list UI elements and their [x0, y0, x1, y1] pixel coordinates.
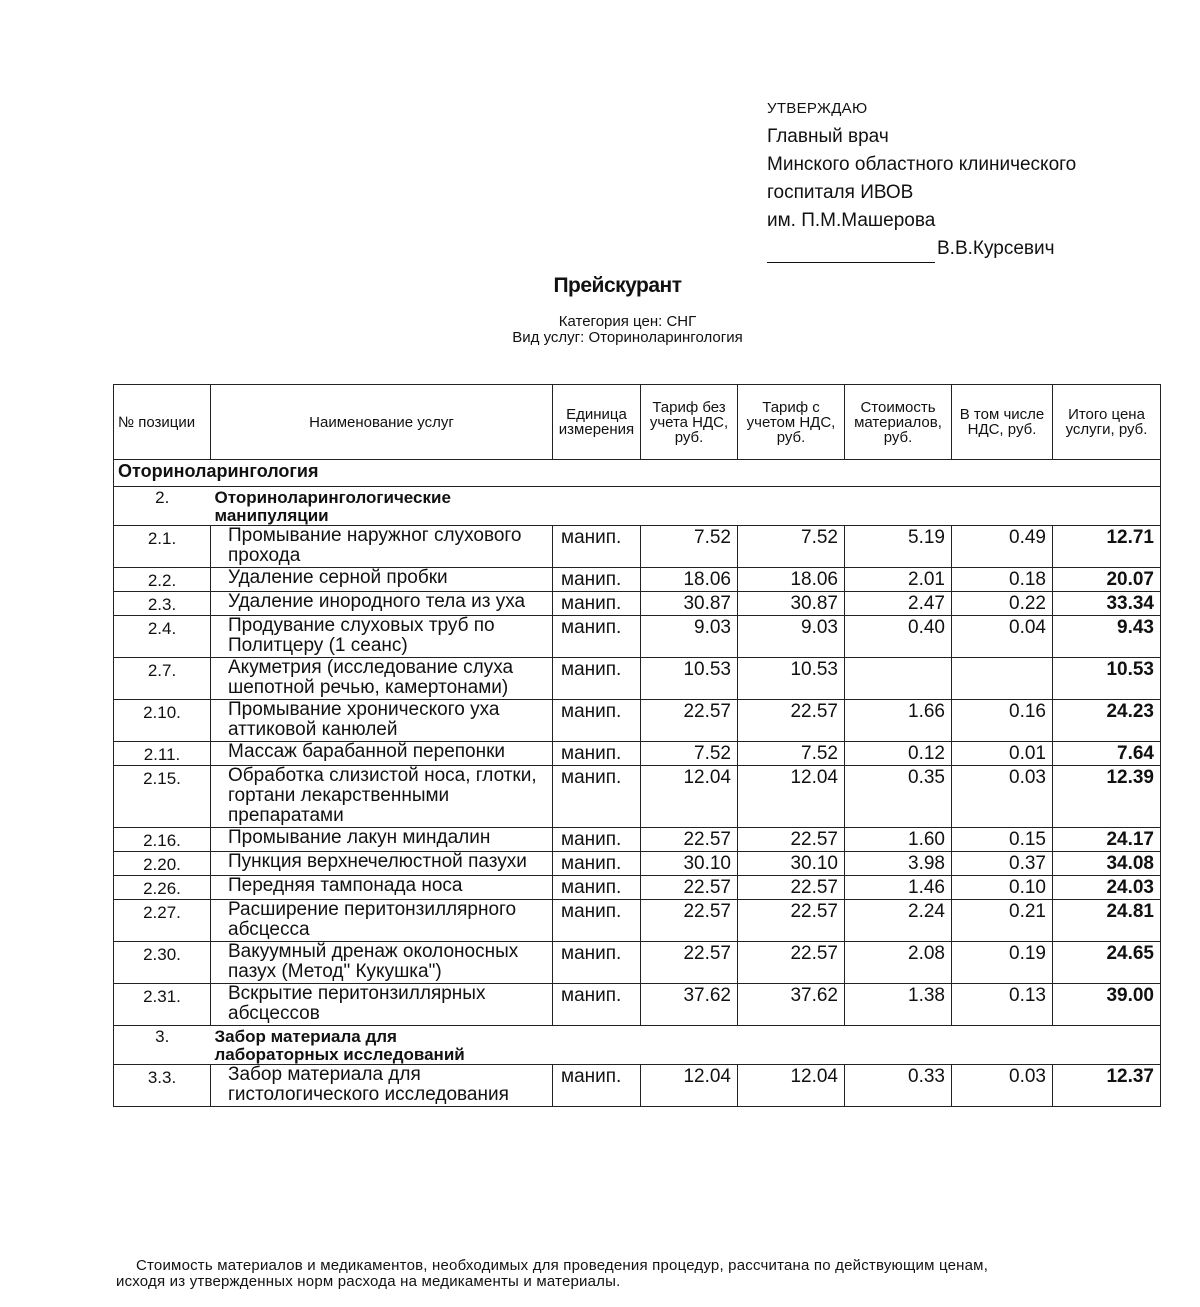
tariff-with-vat-cell: 30.87 [738, 592, 845, 616]
unit-cell: манип. [553, 942, 641, 984]
header-unit: Единица измерения [553, 385, 641, 460]
tariff-no-vat-cell: 37.62 [641, 984, 738, 1026]
footnote-line: исходя из утвержденных норм расхода на медикаменты и материалы. [116, 1273, 621, 1290]
materials-cell: 3.98 [845, 852, 952, 876]
unit-cell: манип. [553, 1065, 641, 1107]
tariff-no-vat-cell: 12.04 [641, 766, 738, 828]
unit-cell: манип. [553, 700, 641, 742]
tariff-with-vat-cell: 18.06 [738, 568, 845, 592]
vat-cell: 0.16 [952, 700, 1053, 742]
unit-cell: манип. [553, 658, 641, 700]
tariff-with-vat-cell: 7.52 [738, 526, 845, 568]
tariff-with-vat-cell: 22.57 [738, 828, 845, 852]
materials-cell: 2.24 [845, 900, 952, 942]
vat-cell: 0.21 [952, 900, 1053, 942]
position-cell: 2.30. [114, 942, 211, 984]
total-price-cell: 12.39 [1053, 766, 1161, 828]
tariff-with-vat-cell: 30.10 [738, 852, 845, 876]
tariff-no-vat-cell: 7.52 [641, 526, 738, 568]
service-name-cell: Вскрытие перитонзиллярных абсцессов [211, 984, 553, 1026]
unit-cell: манип. [553, 568, 641, 592]
total-price-cell: 39.00 [1053, 984, 1161, 1026]
group-title-text: Оториноларингологические манипуляции [214, 488, 451, 525]
position-cell: 2.1. [114, 526, 211, 568]
header-including-vat: В том числе НДС, руб. [952, 385, 1053, 460]
tariff-no-vat-cell: 12.04 [641, 1065, 738, 1107]
unit-cell: манип. [553, 616, 641, 658]
tariff-no-vat-cell: 22.57 [641, 700, 738, 742]
unit-cell: манип. [553, 900, 641, 942]
service-name-cell: Забор материала для гистологического исследования [211, 1065, 553, 1107]
materials-cell: 0.40 [845, 616, 952, 658]
tariff-no-vat-cell: 22.57 [641, 828, 738, 852]
tariff-with-vat-cell: 7.52 [738, 742, 845, 766]
service-name-cell: Передняя тампонада носа [211, 876, 553, 900]
table-row [114, 616, 1161, 658]
table-row [114, 900, 1161, 942]
approval-stamp: УТВЕРЖДАЮ [767, 100, 868, 117]
service-name-cell: Вакуумный дренаж околоносных пазух (Метод" Кукушка") [211, 942, 553, 984]
group-number: 2. [114, 487, 211, 526]
vat-cell: 0.37 [952, 852, 1053, 876]
price-category: Категория цен: СНГ [558, 313, 697, 330]
tariff-no-vat-cell: 22.57 [641, 900, 738, 942]
materials-cell: 1.46 [845, 876, 952, 900]
service-name-cell: Продувание слуховых труб по Политцеру (1 сеанс) [211, 616, 553, 658]
position-cell: 2.26. [114, 876, 211, 900]
position-cell: 2.4. [114, 616, 211, 658]
tariff-with-vat-cell: 37.62 [738, 984, 845, 1026]
tariff-with-vat-cell: 12.04 [738, 766, 845, 828]
tariff-no-vat-cell: 22.57 [641, 876, 738, 900]
total-price-cell: 9.43 [1053, 616, 1161, 658]
materials-cell: 2.08 [845, 942, 952, 984]
position-cell: 2.31. [114, 984, 211, 1026]
total-price-cell: 24.17 [1053, 828, 1161, 852]
unit-cell: манип. [553, 828, 641, 852]
materials-cell: 0.12 [845, 742, 952, 766]
signature-blank [767, 242, 935, 263]
table-row [114, 592, 1161, 616]
table-row [114, 942, 1161, 984]
tariff-no-vat-cell: 18.06 [641, 568, 738, 592]
document-subtitle [0, 314, 1200, 346]
approval-line: им. П.М.Машерова [767, 210, 936, 231]
tariff-with-vat-cell: 22.57 [738, 876, 845, 900]
materials-cell: 1.60 [845, 828, 952, 852]
vat-cell: 0.03 [952, 1065, 1053, 1107]
materials-cell [845, 658, 952, 700]
header-materials-cost: Стоимость материалов, руб. [845, 385, 952, 460]
table-row [114, 984, 1161, 1026]
service-name-cell: Промывание лакун миндалин [211, 828, 553, 852]
table-row [114, 742, 1161, 766]
unit-cell: манип. [553, 766, 641, 828]
total-price-cell: 20.07 [1053, 568, 1161, 592]
approval-block [767, 100, 1187, 263]
service-name-cell: Обработка слизистой носа, глотки, гортани лекарственными препаратами [211, 766, 553, 828]
service-name-cell: Пункция верхнечелюстной пазухи [211, 852, 553, 876]
table-body [114, 460, 1161, 1107]
table-header-row [114, 385, 1161, 460]
tariff-no-vat-cell: 30.10 [641, 852, 738, 876]
vat-cell: 0.01 [952, 742, 1053, 766]
approval-line: госпиталя ИВОВ [767, 182, 914, 203]
section-title: Оториноларингология [114, 460, 1161, 487]
table-row [114, 828, 1161, 852]
position-cell: 2.20. [114, 852, 211, 876]
header-tariff-with-vat: Тариф с учетом НДС, руб. [738, 385, 845, 460]
service-name-cell: Промывание наружног слухового прохода [211, 526, 553, 568]
position-cell: 2.11. [114, 742, 211, 766]
service-name-cell: Удаление серной пробки [211, 568, 553, 592]
signer-name: В.В.Курсевич [937, 238, 1055, 259]
approval-line: Минского областного клинического [767, 154, 1077, 175]
total-price-cell: 7.64 [1053, 742, 1161, 766]
materials-cell: 5.19 [845, 526, 952, 568]
group-title-text: Забор материала для лабораторных исследований [214, 1027, 465, 1064]
tariff-no-vat-cell: 30.87 [641, 592, 738, 616]
table-row [114, 1065, 1161, 1107]
total-price-cell: 12.71 [1053, 526, 1161, 568]
tariff-no-vat-cell: 7.52 [641, 742, 738, 766]
total-price-cell: 12.37 [1053, 1065, 1161, 1107]
table-row [114, 766, 1161, 828]
group-title [211, 487, 1161, 526]
unit-cell: манип. [553, 526, 641, 568]
unit-cell: манип. [553, 742, 641, 766]
service-name-cell: Акуметрия (исследование слуха шепотной речью, камертонами) [211, 658, 553, 700]
total-price-cell: 24.65 [1053, 942, 1161, 984]
position-cell: 2.10. [114, 700, 211, 742]
vat-cell: 0.04 [952, 616, 1053, 658]
unit-cell: манип. [553, 592, 641, 616]
materials-cell: 0.35 [845, 766, 952, 828]
tariff-no-vat-cell: 9.03 [641, 616, 738, 658]
table-row [114, 876, 1161, 900]
materials-cell: 0.33 [845, 1065, 952, 1107]
service-name-cell: Расширение перитонзиллярного абсцесса [211, 900, 553, 942]
total-price-cell: 24.23 [1053, 700, 1161, 742]
tariff-with-vat-cell: 12.04 [738, 1065, 845, 1107]
total-price-cell: 33.34 [1053, 592, 1161, 616]
service-name-cell: Промывание хронического уха аттиковой канюлей [211, 700, 553, 742]
tariff-no-vat-cell: 22.57 [641, 942, 738, 984]
position-cell: 2.3. [114, 592, 211, 616]
vat-cell: 0.10 [952, 876, 1053, 900]
table-row [114, 658, 1161, 700]
group-row [114, 1026, 1161, 1065]
vat-cell: 0.18 [952, 568, 1053, 592]
vat-cell: 0.19 [952, 942, 1053, 984]
total-price-cell: 24.81 [1053, 900, 1161, 942]
footnote [116, 1258, 1196, 1290]
footnote-line: Стоимость материалов и медикаментов, необходимых для проведения процедур, рассчитана по действующим ценам, [136, 1257, 989, 1274]
header-tariff-no-vat: Тариф без учета НДС, руб. [641, 385, 738, 460]
group-title [211, 1026, 1161, 1065]
tariff-with-vat-cell: 9.03 [738, 616, 845, 658]
table-row [114, 852, 1161, 876]
unit-cell: манип. [553, 984, 641, 1026]
vat-cell: 0.13 [952, 984, 1053, 1026]
group-number: 3. [114, 1026, 211, 1065]
service-name-cell: Массаж барабанной перепонки [211, 742, 553, 766]
vat-cell: 0.03 [952, 766, 1053, 828]
table-row [114, 700, 1161, 742]
tariff-with-vat-cell: 22.57 [738, 700, 845, 742]
position-cell: 2.15. [114, 766, 211, 828]
section-row [114, 460, 1161, 487]
position-cell: 2.7. [114, 658, 211, 700]
header-position: № позиции [114, 385, 211, 460]
materials-cell: 1.66 [845, 700, 952, 742]
vat-cell [952, 658, 1053, 700]
position-cell: 3.3. [114, 1065, 211, 1107]
vat-cell: 0.15 [952, 828, 1053, 852]
price-table [113, 384, 1161, 1107]
materials-cell: 2.47 [845, 592, 952, 616]
total-price-cell: 10.53 [1053, 658, 1161, 700]
header-total-price: Итого цена услуги, руб. [1053, 385, 1161, 460]
tariff-with-vat-cell: 22.57 [738, 942, 845, 984]
vat-cell: 0.49 [952, 526, 1053, 568]
signature-line [767, 235, 1187, 263]
position-cell: 2.16. [114, 828, 211, 852]
total-price-cell: 24.03 [1053, 876, 1161, 900]
group-row [114, 487, 1161, 526]
total-price-cell: 34.08 [1053, 852, 1161, 876]
tariff-with-vat-cell: 22.57 [738, 900, 845, 942]
unit-cell: манип. [553, 852, 641, 876]
table-row [114, 568, 1161, 592]
header-service-name: Наименование услуг [211, 385, 553, 460]
tariff-with-vat-cell: 10.53 [738, 658, 845, 700]
materials-cell: 1.38 [845, 984, 952, 1026]
tariff-no-vat-cell: 10.53 [641, 658, 738, 700]
approval-line: Главный врач [767, 126, 889, 147]
position-cell: 2.27. [114, 900, 211, 942]
service-name-cell: Удаление инородного тела из уха [211, 592, 553, 616]
document-title: Прейскурант [553, 274, 682, 297]
materials-cell: 2.01 [845, 568, 952, 592]
vat-cell: 0.22 [952, 592, 1053, 616]
position-cell: 2.2. [114, 568, 211, 592]
service-type: Вид услуг: Оториноларингология [512, 329, 743, 346]
table-row [114, 526, 1161, 568]
unit-cell: манип. [553, 876, 641, 900]
